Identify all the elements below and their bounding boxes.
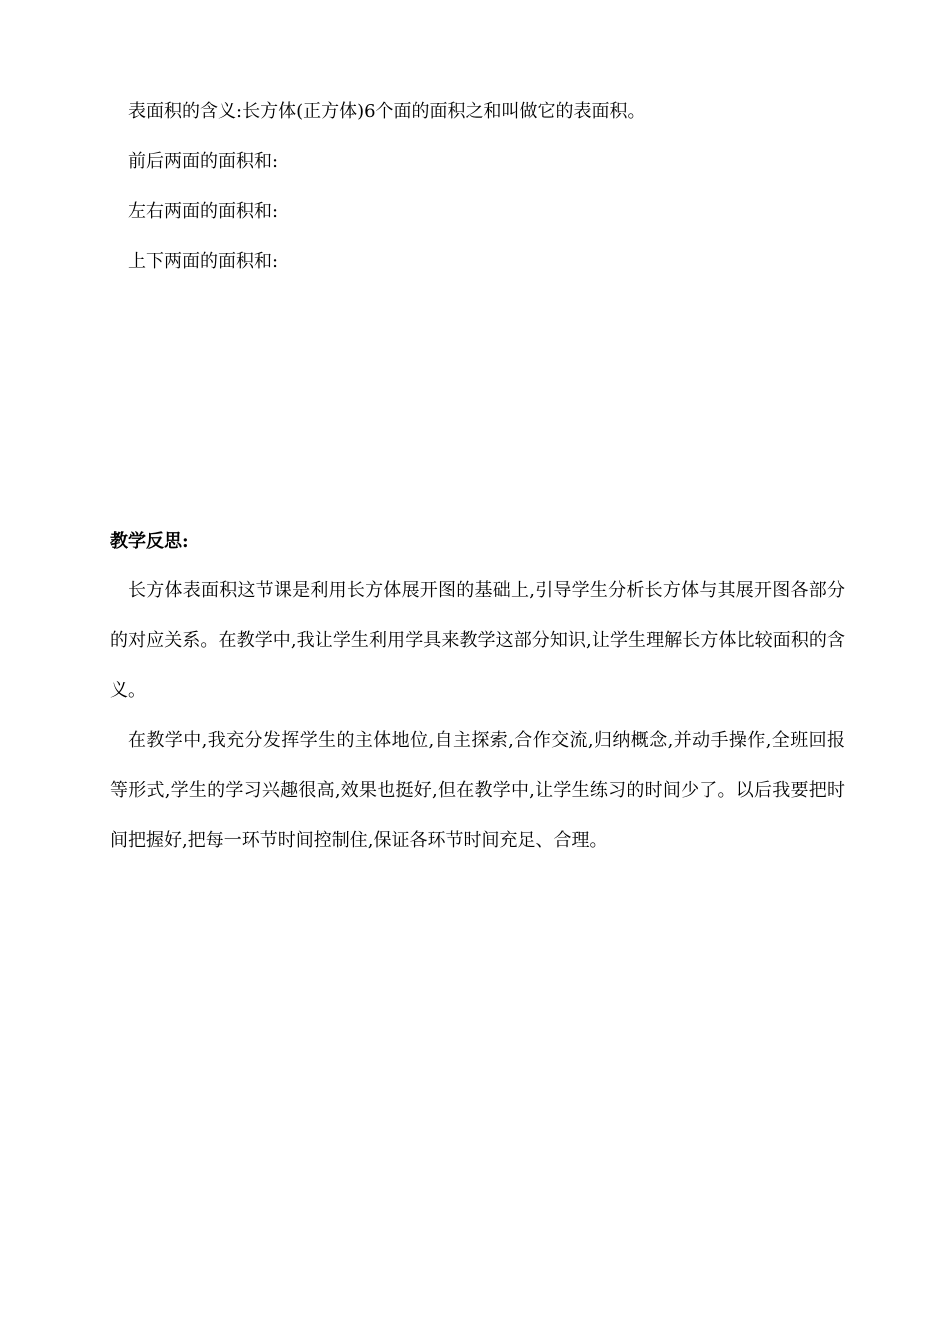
front-back-area-label: 前后两面的面积和: [128, 151, 279, 172]
surface-area-definition: 表面积的含义:长方体(正方体)6个面的面积之和叫做它的表面积。 [128, 101, 646, 122]
reflection-paragraph-2: 在教学中,我充分发挥学生的主体地位,自主探索,合作交流,归纳概念,并动手操作,全班回报等形式,学生的学习兴趣很高,效果也挺好,但在教学中,让学生练习的时间少了。以后我要把时间把握好,把每一环节时间控制住,保证各环节时间充足、合理。 [110, 730, 845, 851]
reflection-paragraph-1: 长方体表面积这节课是利用长方体展开图的基础上,引导学生分析长方体与其展开图各部分的对应关系。在教学中,我让学生利用学具来教学这部分知识,让学生理解长方体比较面积的含义。 [110, 580, 845, 701]
reflection-heading: 教学反思: [110, 531, 189, 552]
left-right-area-label: 左右两面的面积和: [128, 201, 279, 222]
top-bottom-area-label: 上下两面的面积和: [128, 251, 279, 272]
